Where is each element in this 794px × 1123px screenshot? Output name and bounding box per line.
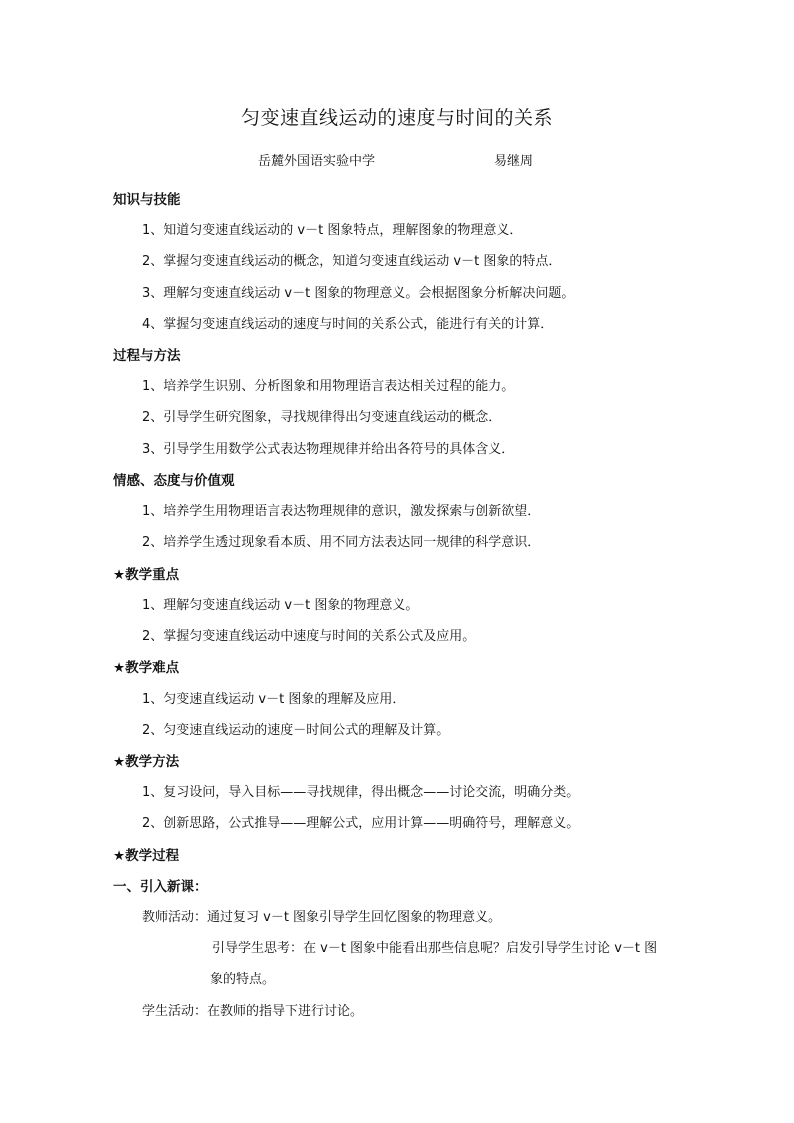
list-item: 1、复习设问，导入目标——寻找规律，得出概念——讨论交流，明确分类。 [142,785,580,800]
list-item: 2、创新思路，公式推导——理解公式，应用计算——明确符号，理解意义。 [142,816,580,831]
guide-line-2: 象的特点。 [210,972,276,987]
list-item: 1、匀变速直线运动 v－t 图象的理解及应用． [142,692,406,707]
list-item: 2、掌握匀变速直线运动的概念，知道匀变速直线运动 v－t 图象的特点． [142,254,562,269]
guide-line-1: 引导学生思考：在 v－t 图象中能看出那些信息呢？启发引导学生讨论 v－t 图 [212,941,658,956]
list-item: 3、引导学生用数学公式表达物理规律并给出各符号的具体含义． [142,442,515,457]
list-item: 3、理解匀变速直线运动 v－t 图象的物理意义。会根据图象分析解决问题。 [142,286,575,301]
section-heading-process: 过程与方法 [113,348,181,364]
list-item: 2、匀变速直线运动的速度－时间公式的理解及计算。 [142,723,450,738]
section-heading-key-points: ★教学重点 [113,567,180,583]
list-item: 2、掌握匀变速直线运动中速度与时间的关系公式及应用。 [142,629,476,644]
list-item: 2、培养学生透过现象看本质、用不同方法表达同一规律的科学意识． [142,535,541,550]
author-name: 易继周 [494,154,534,169]
student-activity: 学生活动：在教师的指导下进行讨论。 [142,1004,364,1019]
section-heading-methods: ★教学方法 [113,754,180,770]
section-heading-intro: 一、引入新课： [113,879,208,895]
list-item: 1、理解匀变速直线运动 v－t 图象的物理意义。 [142,598,419,613]
school-name: 岳麓外国语实验中学 [258,154,376,169]
list-item: 4、掌握匀变速直线运动的速度与时间的关系公式，能进行有关的计算． [142,317,554,332]
list-item: 1、知道匀变速直线运动的 v－t 图象特点，理解图象的物理意义． [142,223,523,238]
section-heading-values: 情感、态度与价值观 [113,473,235,489]
list-item: 1、培养学生识别、分析图象和用物理语言表达相关过程的能力。 [142,379,515,394]
list-item: 2、引导学生研究图象，寻找规律得出匀变速直线运动的概念． [142,410,502,425]
section-heading-difficulties: ★教学难点 [113,660,180,676]
list-item: 1、培养学生用物理语言表达物理规律的意识，激发探索与创新欲望． [142,504,541,519]
section-heading-knowledge: 知识与技能 [113,192,181,208]
section-heading-process-teaching: ★教学过程 [113,848,180,864]
document-title: 匀变速直线运动的速度与时间的关系 [240,107,553,129]
teacher-activity: 教师活动：通过复习 v－t 图象引导学生回忆图象的物理意义。 [142,910,502,925]
